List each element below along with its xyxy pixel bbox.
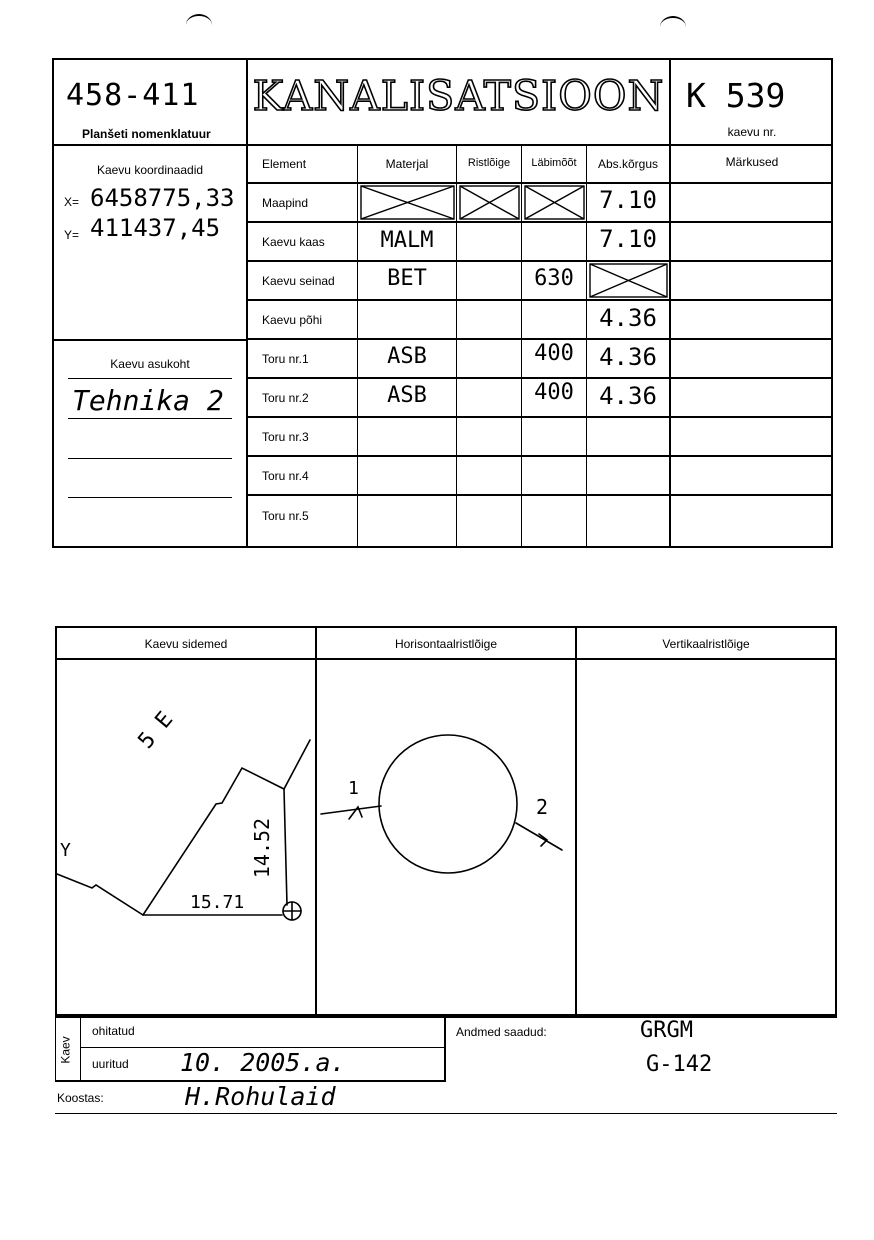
coords-y-value: 411437,45 (90, 214, 221, 242)
coords-x-prefix: X= (64, 195, 80, 209)
page-title: KANALISATSIOON (252, 72, 665, 120)
cell-abs: 7.10 (599, 225, 657, 253)
row-label: Kaevu põhi (262, 313, 323, 327)
row-label: Toru nr.3 (262, 430, 309, 444)
cell-abs: 7.10 (599, 186, 657, 214)
corner-mark: Y (60, 840, 71, 861)
row1-label: ohitatud (92, 1024, 135, 1038)
uuritud-value: 10. 2005.a. (180, 1048, 346, 1077)
row-label: Toru nr.1 (262, 352, 309, 366)
col-header-element: Element (262, 157, 307, 171)
well-label: kaevu nr. (727, 125, 777, 139)
author-label: Koostas: (57, 1091, 104, 1105)
cell-abs: 4.36 (599, 382, 657, 410)
cell-labimoot: 400 (534, 380, 574, 405)
row2-label: uuritud (92, 1057, 129, 1071)
source-label: Andmed saadud: (456, 1025, 547, 1039)
col-header-labimoot: Läbimõõt (531, 157, 577, 169)
col-header-ristloige: Ristlõige (467, 157, 511, 169)
row-label: Toru nr.4 (262, 469, 309, 483)
pipe-2-label: 2 (536, 795, 549, 819)
coords-x-value: 6458775,33 (90, 184, 235, 212)
row-label: Kaevu kaas (262, 235, 325, 249)
col-header-markused: Märkused (725, 155, 779, 169)
building-label: 5 E (133, 707, 179, 754)
dim-side: 14.52 (250, 817, 275, 879)
section-title-horizontal: Horisontaalristlõige (394, 637, 498, 651)
cell-materjal: MALM (380, 228, 434, 253)
sheet-number: 458-411 (66, 78, 200, 113)
coords-y-prefix: Y= (64, 228, 80, 242)
cell-materjal: BET (387, 266, 427, 291)
author-value: H.Rohulaid (185, 1082, 336, 1111)
location-label: Kaevu asukoht (110, 357, 190, 371)
col-header-materjal: Materjal (385, 157, 429, 171)
cell-materjal: ASB (387, 383, 427, 408)
row-label: Toru nr.2 (262, 391, 309, 405)
col-header-abs: Abs.kõrgus (597, 157, 659, 171)
location-value: Tehnika 2 (72, 384, 224, 417)
row-label: Toru nr.5 (262, 509, 309, 523)
cell-materjal: ASB (387, 344, 427, 369)
coords-label: Kaevu koordinaadid (96, 163, 204, 177)
pipe-1-label: 1 (348, 778, 359, 799)
footer-vertical-label: Kaev (58, 1036, 73, 1064)
dim-bottom: 15.71 (190, 892, 245, 913)
source-value-1: GRGM (640, 1018, 693, 1043)
well-id: K 539 (686, 76, 786, 115)
section-title-ties: Kaevu sidemed (144, 637, 228, 651)
sheet-label: Planšeti nomenklatuur (82, 127, 211, 141)
cell-labimoot: 400 (534, 341, 574, 366)
cell-labimoot: 630 (534, 266, 574, 291)
section-title-vertical: Vertikaalristlõige (662, 637, 750, 651)
row-label: Maapind (262, 196, 309, 210)
cell-abs: 4.36 (599, 304, 657, 332)
cell-abs: 4.36 (599, 343, 657, 371)
source-value-2: G-142 (646, 1052, 713, 1077)
row-label: Kaevu seinad (262, 274, 335, 288)
